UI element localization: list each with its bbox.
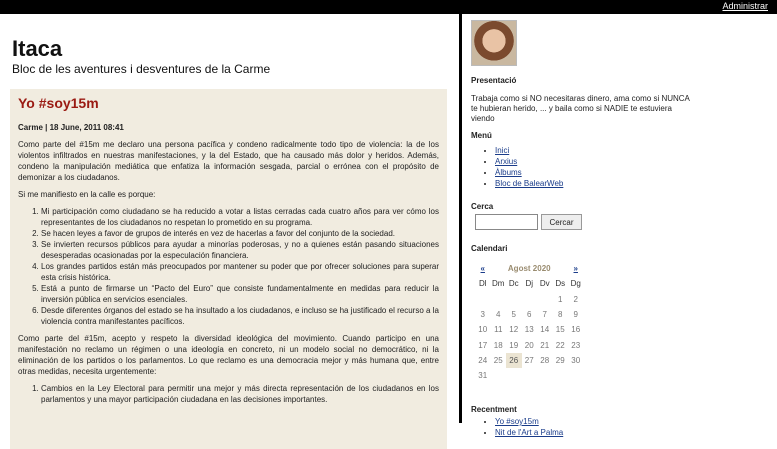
menu-item — [495, 178, 563, 189]
list-item: 1. Cambios en la Ley Electoral para permitir una mejor y más directa representación de los ciudadanos en los parlamentos y una mayor participación ciudadana en las decisiones importantes. — [41, 383, 439, 405]
calendar-day: 18 — [493, 340, 503, 350]
list-item: 2. Se hacen leyes a favor de grupos de interés en vez de hacerlas a favor del conjunto de la sociedad. — [41, 228, 439, 239]
menu-link-inici[interactable]: Inici — [495, 146, 510, 155]
main-column — [0, 14, 459, 423]
calendar-week — [475, 307, 584, 322]
sidebar — [471, 14, 771, 437]
menu-link-balearweb[interactable]: Bloc de BalearWeb — [495, 179, 564, 188]
calendar-empty — [522, 368, 538, 383]
calendar-day: 28 — [540, 355, 550, 365]
post-lead: Si me manifiesto en la calle es porque: — [18, 190, 156, 199]
calendar-day: 25 — [493, 355, 503, 365]
blog-title: Itaca — [12, 36, 63, 61]
post-meta: Carme | 18 June, 2011 08:41 — [18, 123, 124, 132]
calendar-day: 31 — [478, 371, 488, 381]
top-bar — [0, 0, 777, 14]
calendar-day: 7 — [542, 310, 547, 320]
column-divider — [459, 14, 462, 423]
weekday: Dc — [508, 279, 519, 289]
recent-link[interactable]: Nit de l'Art a Palma — [495, 428, 564, 437]
calendar-day: 6 — [527, 310, 532, 320]
calendar-day: 3 — [480, 310, 485, 320]
menu-item — [495, 167, 563, 178]
calendar-day: 5 — [511, 310, 516, 320]
calendar-day: 13 — [524, 325, 534, 335]
recent-item — [495, 427, 563, 438]
calendar-prev-cell — [475, 261, 491, 276]
list-item: 3. Se invierten recursos públicos para ayudar a minorías poderosas, y no a quienes están pasando situaciones desesperadas ocasionadas por la especulación financiera. — [41, 239, 439, 261]
weekday: Ds — [555, 279, 566, 289]
post — [10, 89, 447, 449]
demands-list — [18, 383, 439, 405]
calendar-empty — [506, 292, 522, 307]
calendar-empty — [522, 292, 538, 307]
weekday: Dm — [492, 279, 505, 289]
calendar-next-link[interactable]: » — [573, 264, 578, 274]
calendar-day: 20 — [524, 340, 534, 350]
calendar-week — [475, 368, 584, 383]
admin-link[interactable]: Administrar — [722, 1, 768, 11]
menu-title: Menú — [471, 131, 492, 140]
calendar-day: 26 — [506, 353, 522, 368]
calendar-day: 21 — [540, 340, 550, 350]
calendar-empty — [537, 368, 553, 383]
menu-item — [495, 145, 563, 156]
recent-link[interactable]: Yo #soy15m — [495, 417, 539, 426]
calendar-days — [475, 292, 584, 384]
calendar-week — [475, 353, 584, 368]
calendar-next-cell — [568, 261, 584, 276]
list-item: 4. Los grandes partidos están más preocupados por mantener su poder que por ofrecer soluciones para superar esta crisis histórica. — [41, 261, 439, 283]
calendar-weekdays — [475, 276, 584, 291]
menu-link-arxius[interactable]: Arxius — [495, 157, 518, 166]
calendar-day: 8 — [558, 310, 563, 320]
weekday: Dl — [478, 279, 487, 289]
calendar-day: 14 — [540, 325, 550, 335]
calendar-day: 27 — [524, 355, 534, 365]
calendar — [475, 261, 584, 383]
presentation-text: Trabaja como si NO necesitaras dinero, ama como si NUNCA te hubieran herido, ... y baila como si NADIE te estuviera viendo — [471, 94, 690, 123]
post-paragraph: Como parte del #15m, acepto y respeto la diversidad ideológica del movimiento. Cuando participo en una manifestación no reclamo un régimen o una ideología en concreto, ni un modelo social no democrático, ni la eliminación de los partidos o los parlamentos. Lo que reclamo es una democracia mejor y más humana que, entre otras medidas, necesita urgentemente: — [18, 334, 439, 376]
calendar-empty — [475, 292, 491, 307]
calendar-day: 19 — [509, 340, 519, 350]
presentation-title: Presentació — [471, 76, 517, 85]
calendar-week — [475, 337, 584, 352]
calendar-nav — [475, 261, 584, 276]
search-input[interactable] — [475, 214, 538, 230]
search-title: Cerca — [471, 202, 494, 211]
calendar-week — [475, 322, 584, 337]
calendar-day: 29 — [555, 355, 565, 365]
calendar-empty — [491, 368, 507, 383]
reasons-list — [18, 206, 439, 327]
calendar-day: 30 — [571, 355, 581, 365]
calendar-day: 1 — [558, 294, 563, 304]
calendar-title: Calendari — [471, 244, 508, 253]
weekday: Dg — [570, 279, 581, 289]
calendar-day: 15 — [555, 325, 565, 335]
search-button[interactable]: Cercar — [541, 214, 582, 230]
recent-title: Recentment — [471, 405, 517, 414]
blog-subtitle: Bloc de les aventures i desventures de la Carme — [12, 62, 271, 76]
calendar-empty — [537, 292, 553, 307]
weekday: Dv — [539, 279, 550, 289]
calendar-month: Agost 2020 — [507, 264, 551, 274]
recent-item — [495, 416, 563, 427]
calendar-day: 17 — [478, 340, 488, 350]
calendar-day: 16 — [571, 325, 581, 335]
post-title: Yo #soy15m — [18, 95, 99, 111]
list-item: 5. Está a punto de firmarse un “Pacto del Euro” que consiste fundamentalmente en medidas para reducir la inversión pública en servicios esenciales. — [41, 283, 439, 305]
calendar-day: 24 — [478, 355, 488, 365]
calendar-empty — [553, 368, 569, 383]
calendar-day: 9 — [573, 310, 578, 320]
post-intro: Como parte del #15m me declaro una persona pacífica y condeno radicalmente todo tipo de violencia: la de los violentos infiltrados en nuestras manifestaciones, y la del Estado, que ha causado más dolor y heridos. Además, condeno la manipulación mediática que enfatiza la información sesgada, parcial o errónea con el propósito de demonizar a los ciudadanos. — [18, 140, 439, 182]
list-item: 1. Mi participación como ciudadano se ha reducido a votar a listas cerradas cada cuatro años para ver cómo los representantes de los ciudadanos no respetan lo prometido en su programa. — [41, 206, 439, 228]
calendar-day: 12 — [509, 325, 519, 335]
calendar-day: 2 — [573, 294, 578, 304]
calendar-day: 10 — [478, 325, 488, 335]
list-item: 6. Desde diferentes órganos del estado se ha insultado a los ciudadanos, e incluso se ha justificado el recurso a la violencia contra manifestantes pacíficos. — [41, 305, 439, 327]
calendar-day: 22 — [555, 340, 565, 350]
calendar-empty — [568, 368, 584, 383]
calendar-day: 4 — [496, 310, 501, 320]
avatar — [471, 20, 517, 66]
menu-link-albums[interactable]: Àlbums — [495, 168, 522, 177]
calendar-day: 11 — [494, 325, 503, 335]
recent-list — [495, 416, 563, 438]
calendar-day: 23 — [571, 340, 581, 350]
calendar-week — [475, 292, 584, 307]
menu-list — [495, 145, 563, 189]
calendar-empty — [506, 368, 522, 383]
calendar-empty — [491, 292, 507, 307]
menu-item — [495, 156, 563, 167]
calendar-prev-link[interactable]: « — [480, 264, 485, 274]
weekday: Dj — [525, 279, 534, 289]
